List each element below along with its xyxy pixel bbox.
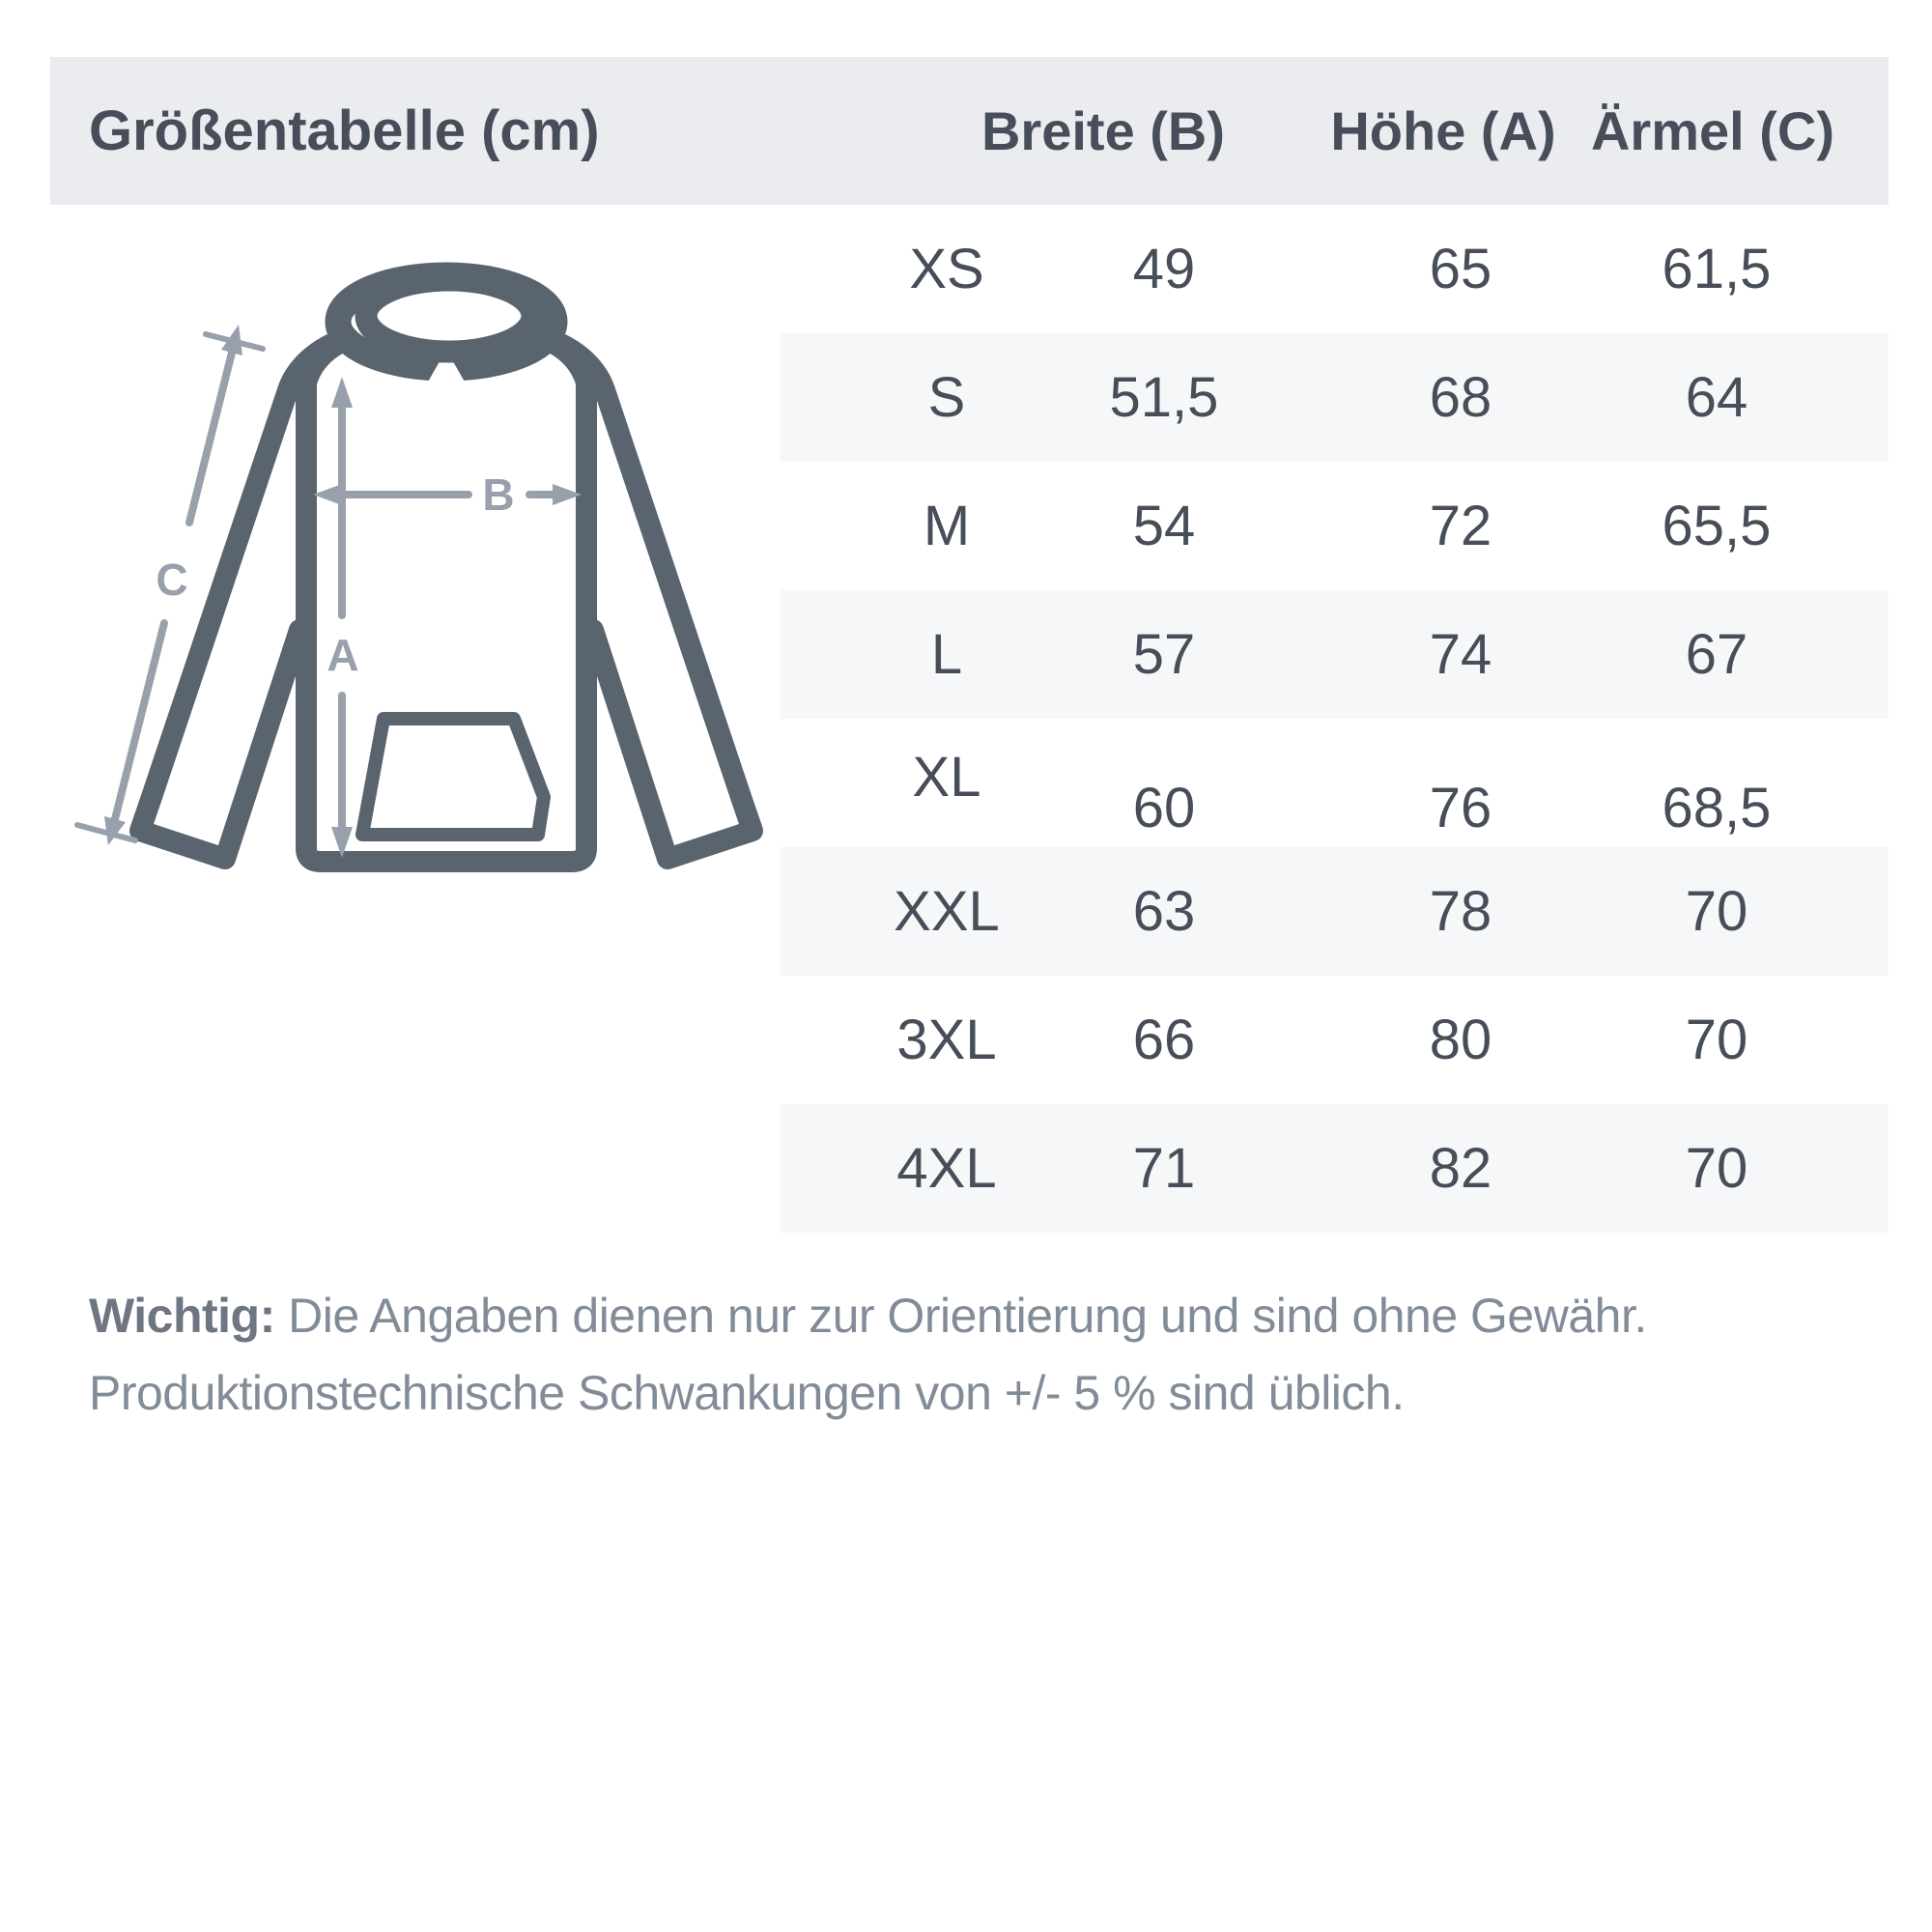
column-header-hoehe: Höhe (A) bbox=[1330, 100, 1556, 161]
aermel-value: 64 bbox=[1685, 366, 1748, 429]
aermel-value: 61,5 bbox=[1662, 238, 1772, 300]
aermel-value: 70 bbox=[1685, 1137, 1748, 1200]
aermel-value: 65,5 bbox=[1662, 495, 1772, 557]
table-row-3xl bbox=[0, 976, 1932, 1104]
measure-label-b: B bbox=[482, 469, 515, 520]
hoodie-pocket bbox=[362, 719, 544, 835]
size-label: M bbox=[923, 495, 971, 557]
table-header-band bbox=[50, 57, 1889, 205]
note-line-2 bbox=[89, 1354, 1828, 1432]
hoehe-value: 80 bbox=[1429, 1009, 1492, 1071]
size-label: XL bbox=[912, 746, 981, 809]
measure-label-c: C bbox=[156, 554, 188, 605]
breite-value: 51,5 bbox=[1109, 366, 1219, 429]
hoehe-value: 68 bbox=[1429, 366, 1492, 429]
note-label: Wichtig: bbox=[89, 1289, 275, 1343]
note-text-1: Die Angaben dienen nur zur Orientierung und sind ohne Gewähr. bbox=[288, 1289, 1647, 1343]
table-row-4xl bbox=[0, 1104, 1932, 1233]
hoehe-value: 78 bbox=[1429, 880, 1492, 943]
hoodie-hood-opening bbox=[366, 280, 532, 352]
breite-value: 49 bbox=[1132, 238, 1196, 300]
hoodie-measurement-diagram bbox=[39, 224, 811, 900]
size-label: XS bbox=[909, 238, 984, 300]
breite-value: 54 bbox=[1132, 495, 1196, 557]
size-label: L bbox=[930, 623, 963, 686]
size-label: XXL bbox=[894, 880, 1000, 943]
arrow-left-icon bbox=[313, 484, 342, 505]
arrow-up-icon bbox=[331, 377, 353, 408]
measure-line-c bbox=[189, 353, 232, 523]
breite-value: 71 bbox=[1132, 1137, 1196, 1200]
page-title: Größentabelle (cm) bbox=[89, 99, 600, 162]
hoehe-value: 72 bbox=[1429, 495, 1492, 557]
breite-value: 60 bbox=[1132, 777, 1196, 839]
aermel-value: 70 bbox=[1685, 880, 1748, 943]
size-label: 4XL bbox=[896, 1137, 997, 1200]
breite-value: 63 bbox=[1132, 880, 1196, 943]
measure-label-a: A bbox=[327, 630, 359, 680]
aermel-value: 68,5 bbox=[1662, 777, 1772, 839]
hoehe-value: 76 bbox=[1429, 777, 1492, 839]
aermel-value: 67 bbox=[1685, 623, 1748, 686]
size-label: S bbox=[927, 366, 966, 429]
hoodie-diagram-svg bbox=[39, 224, 811, 900]
hoehe-value: 65 bbox=[1429, 238, 1492, 300]
note-text-2: Produktionstechnische Schwankungen von +/- 5 % sind üblich. bbox=[89, 1366, 1405, 1420]
hoehe-value: 74 bbox=[1429, 623, 1492, 686]
hoehe-value: 82 bbox=[1429, 1137, 1492, 1200]
note bbox=[89, 1277, 1828, 1432]
column-header-aermel: Ärmel (C) bbox=[1590, 100, 1835, 161]
aermel-value: 70 bbox=[1685, 1009, 1748, 1071]
note-line-1 bbox=[89, 1277, 1828, 1354]
breite-value: 57 bbox=[1132, 623, 1196, 686]
breite-value: 66 bbox=[1132, 1009, 1196, 1071]
column-header-breite: Breite (B) bbox=[980, 100, 1226, 161]
size-label: 3XL bbox=[896, 1009, 997, 1071]
